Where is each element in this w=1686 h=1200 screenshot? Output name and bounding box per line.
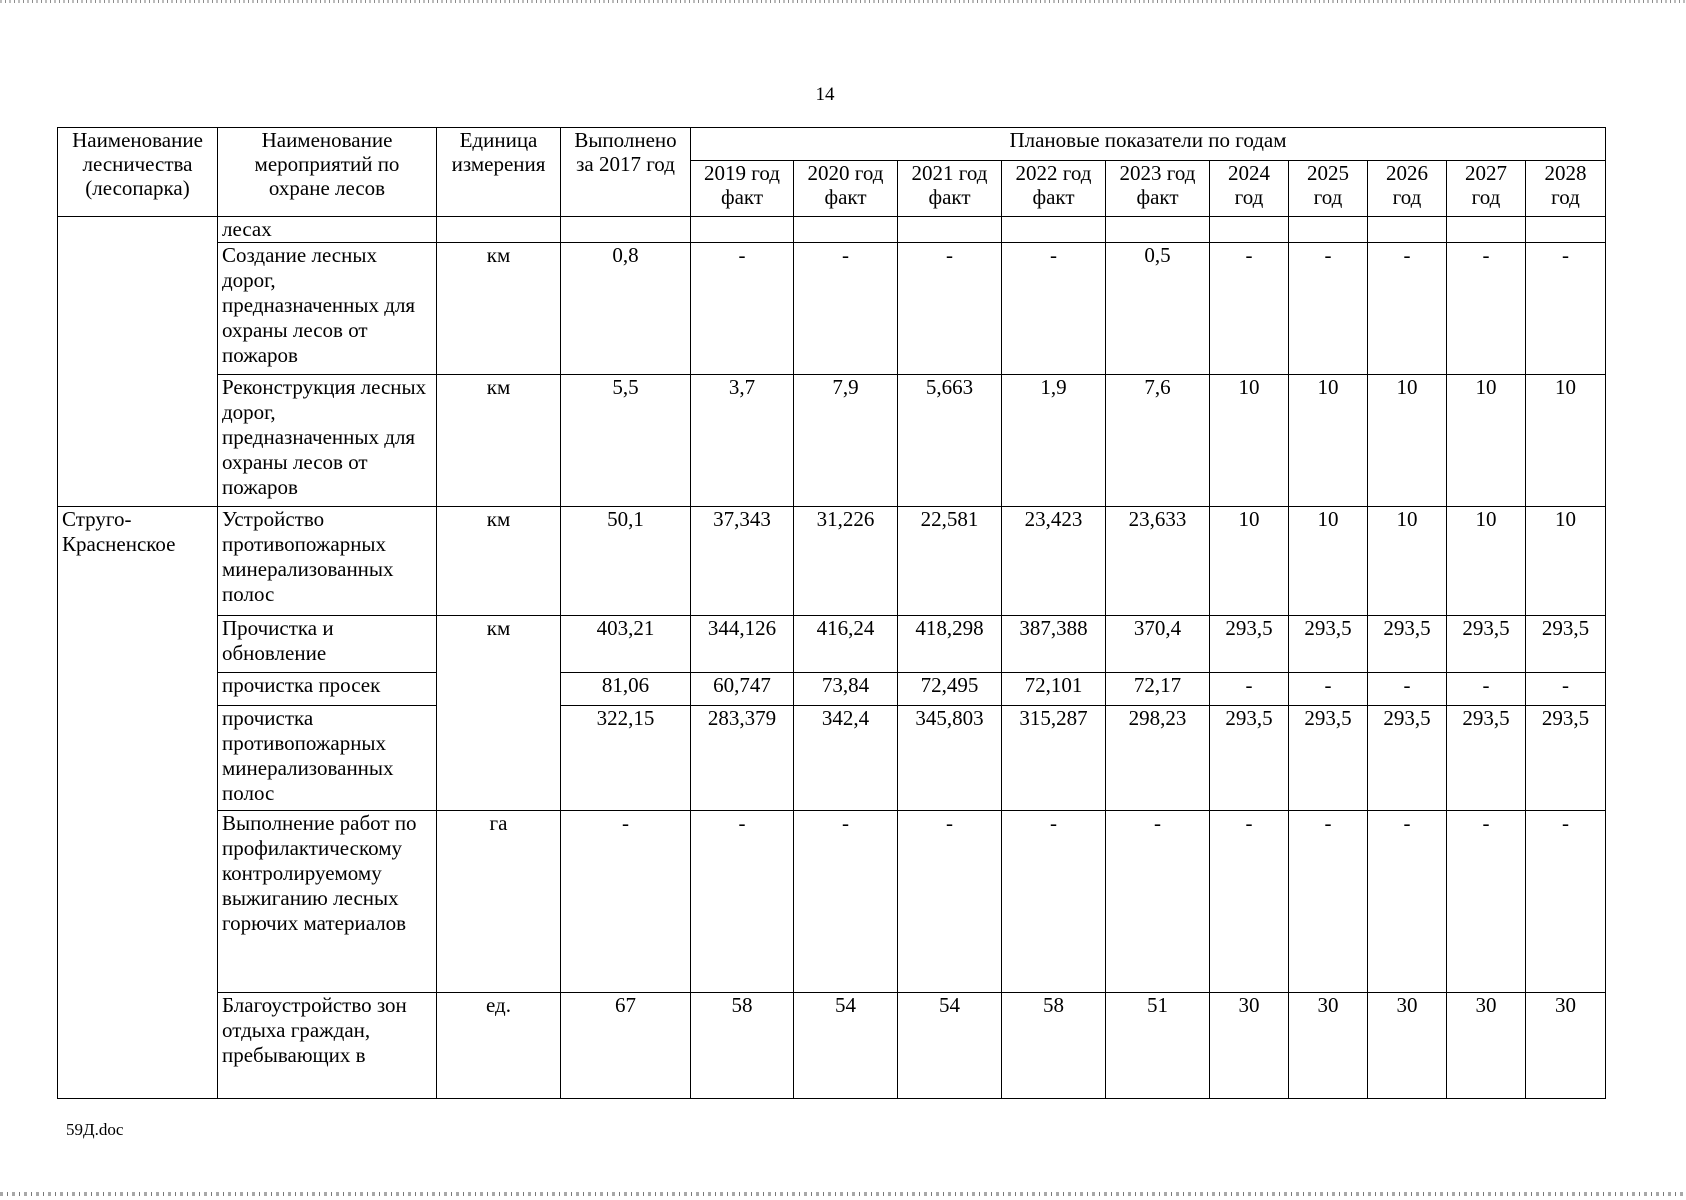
header-activity: Наименование мероприятий по охране лесов: [218, 128, 437, 217]
value-cell: 37,343: [691, 507, 794, 616]
value-cell: 344,126: [691, 616, 794, 673]
value-cell: -: [1368, 811, 1447, 993]
value-cell: 10: [1210, 375, 1289, 507]
value-cell: 293,5: [1368, 616, 1447, 673]
header-forestry: Наименование лесничества (лесопарка): [58, 128, 218, 217]
value-cell: 416,24: [794, 616, 898, 673]
done-2017-cell: 5,5: [561, 375, 691, 507]
value-cell: -: [794, 811, 898, 993]
value-cell: -: [1289, 811, 1368, 993]
value-cell: -: [1368, 243, 1447, 375]
value-cell: [1526, 217, 1606, 243]
value-cell: 293,5: [1447, 616, 1526, 673]
activity-cell: Реконструкция лесных дорог, предназначенных для охраны лесов от пожаров: [218, 375, 437, 507]
value-cell: 30: [1447, 993, 1526, 1099]
value-cell: 7,9: [794, 375, 898, 507]
value-cell: [1106, 217, 1210, 243]
value-cell: -: [1526, 673, 1606, 706]
activities-table: [57, 127, 1606, 1099]
forestry-cell: Струго-Красненское: [58, 507, 218, 1099]
value-cell: 51: [1106, 993, 1210, 1099]
value-cell: 7,6: [1106, 375, 1210, 507]
value-cell: -: [1106, 811, 1210, 993]
value-cell: -: [1526, 243, 1606, 375]
activity-cell: Благоустройство зон отдыха граждан, пребывающих в: [218, 993, 437, 1099]
header-unit: Единица измерения: [437, 128, 561, 217]
value-cell: 23,633: [1106, 507, 1210, 616]
footer-filename: 59Д.doc: [66, 1120, 124, 1139]
header-done-2017: Выполнено за 2017 год: [561, 128, 691, 217]
value-cell: -: [1210, 243, 1289, 375]
header-year: 2019 год факт: [691, 161, 794, 217]
table-row: [58, 375, 1606, 507]
value-cell: -: [691, 243, 794, 375]
value-cell: -: [1210, 811, 1289, 993]
activity-cell: лесах: [218, 217, 437, 243]
value-cell: -: [1447, 673, 1526, 706]
value-cell: [1002, 217, 1106, 243]
table-row: [58, 706, 1606, 811]
unit-cell: км: [437, 507, 561, 616]
value-cell: 58: [1002, 993, 1106, 1099]
value-cell: 293,5: [1368, 706, 1447, 811]
value-cell: 30: [1210, 993, 1289, 1099]
value-cell: 54: [898, 993, 1002, 1099]
value-cell: 72,101: [1002, 673, 1106, 706]
value-cell: 345,803: [898, 706, 1002, 811]
value-cell: -: [1210, 673, 1289, 706]
value-cell: [1368, 217, 1447, 243]
value-cell: 72,17: [1106, 673, 1210, 706]
value-cell: 10: [1368, 375, 1447, 507]
value-cell: -: [1526, 811, 1606, 993]
activity-cell: Прочистка и обновление: [218, 616, 437, 673]
done-2017-cell: 67: [561, 993, 691, 1099]
value-cell: 1,9: [1002, 375, 1106, 507]
value-cell: 0,5: [1106, 243, 1210, 375]
value-cell: 5,663: [898, 375, 1002, 507]
value-cell: -: [1447, 243, 1526, 375]
value-cell: 387,388: [1002, 616, 1106, 673]
value-cell: 30: [1289, 993, 1368, 1099]
value-cell: 10: [1447, 507, 1526, 616]
value-cell: 298,23: [1106, 706, 1210, 811]
activity-cell: прочистка противопожарных минерализованных полос: [218, 706, 437, 811]
done-2017-cell: [561, 217, 691, 243]
value-cell: 293,5: [1289, 616, 1368, 673]
value-cell: [794, 217, 898, 243]
header-year: 2027 год: [1447, 161, 1526, 217]
page-number: 14: [815, 84, 835, 105]
table-row: [58, 811, 1606, 993]
unit-cell: км: [437, 375, 561, 507]
header-year: 2020 год факт: [794, 161, 898, 217]
value-cell: -: [1368, 673, 1447, 706]
table-row: [58, 243, 1606, 375]
value-cell: 31,226: [794, 507, 898, 616]
value-cell: -: [1289, 243, 1368, 375]
scan-edge-top: [0, 0, 1686, 3]
header-year: 2022 год факт: [1002, 161, 1106, 217]
value-cell: 3,7: [691, 375, 794, 507]
value-cell: 418,298: [898, 616, 1002, 673]
value-cell: [691, 217, 794, 243]
unit-cell: км: [437, 243, 561, 375]
value-cell: [898, 217, 1002, 243]
value-cell: 293,5: [1210, 616, 1289, 673]
value-cell: -: [1002, 811, 1106, 993]
done-2017-cell: -: [561, 811, 691, 993]
value-cell: -: [1289, 673, 1368, 706]
activity-cell: Создание лесных дорог, предназначенных для охраны лесов от пожаров: [218, 243, 437, 375]
value-cell: 293,5: [1526, 616, 1606, 673]
value-cell: 30: [1368, 993, 1447, 1099]
value-cell: 10: [1289, 507, 1368, 616]
value-cell: -: [1002, 243, 1106, 375]
table-row: [58, 616, 1606, 673]
done-2017-cell: 322,15: [561, 706, 691, 811]
header-plan-group: Плановые показатели по годам: [691, 128, 1606, 161]
table-row: [58, 217, 1606, 243]
forestry-cell: [58, 217, 218, 507]
value-cell: -: [794, 243, 898, 375]
table-row: [58, 673, 1606, 706]
value-cell: 342,4: [794, 706, 898, 811]
done-2017-cell: 403,21: [561, 616, 691, 673]
value-cell: 10: [1210, 507, 1289, 616]
done-2017-cell: 0,8: [561, 243, 691, 375]
value-cell: -: [898, 811, 1002, 993]
value-cell: 73,84: [794, 673, 898, 706]
header-year: 2021 год факт: [898, 161, 1002, 217]
value-cell: -: [691, 811, 794, 993]
value-cell: 10: [1526, 507, 1606, 616]
unit-cell: ед.: [437, 993, 561, 1099]
unit-cell: км: [437, 616, 561, 811]
header-year: 2025 год: [1289, 161, 1368, 217]
value-cell: 22,581: [898, 507, 1002, 616]
header-year: 2024 год: [1210, 161, 1289, 217]
activity-cell: Выполнение работ по профилактическому контролируемому выжиганию лесных горючих материалов: [218, 811, 437, 993]
header-year: 2023 год факт: [1106, 161, 1210, 217]
unit-cell: [437, 217, 561, 243]
header-year: 2028 год: [1526, 161, 1606, 217]
value-cell: 293,5: [1289, 706, 1368, 811]
scan-edge-bottom: [0, 1192, 1686, 1196]
value-cell: 370,4: [1106, 616, 1210, 673]
value-cell: 315,287: [1002, 706, 1106, 811]
value-cell: -: [898, 243, 1002, 375]
unit-cell: га: [437, 811, 561, 993]
activity-cell: прочистка просек: [218, 673, 437, 706]
done-2017-cell: 81,06: [561, 673, 691, 706]
value-cell: -: [1447, 811, 1526, 993]
value-cell: 293,5: [1210, 706, 1289, 811]
value-cell: 23,423: [1002, 507, 1106, 616]
header-year: 2026 год: [1368, 161, 1447, 217]
value-cell: [1210, 217, 1289, 243]
done-2017-cell: 50,1: [561, 507, 691, 616]
value-cell: 10: [1526, 375, 1606, 507]
value-cell: [1447, 217, 1526, 243]
value-cell: 54: [794, 993, 898, 1099]
value-cell: [1289, 217, 1368, 243]
value-cell: 293,5: [1447, 706, 1526, 811]
activity-cell: Устройство противопожарных минерализованных полос: [218, 507, 437, 616]
value-cell: 60,747: [691, 673, 794, 706]
value-cell: 283,379: [691, 706, 794, 811]
value-cell: 30: [1526, 993, 1606, 1099]
value-cell: 10: [1447, 375, 1526, 507]
value-cell: 10: [1289, 375, 1368, 507]
value-cell: 58: [691, 993, 794, 1099]
value-cell: 72,495: [898, 673, 1002, 706]
table-row: [58, 993, 1606, 1099]
value-cell: 293,5: [1526, 706, 1606, 811]
table-row: [58, 507, 1606, 616]
value-cell: 10: [1368, 507, 1447, 616]
